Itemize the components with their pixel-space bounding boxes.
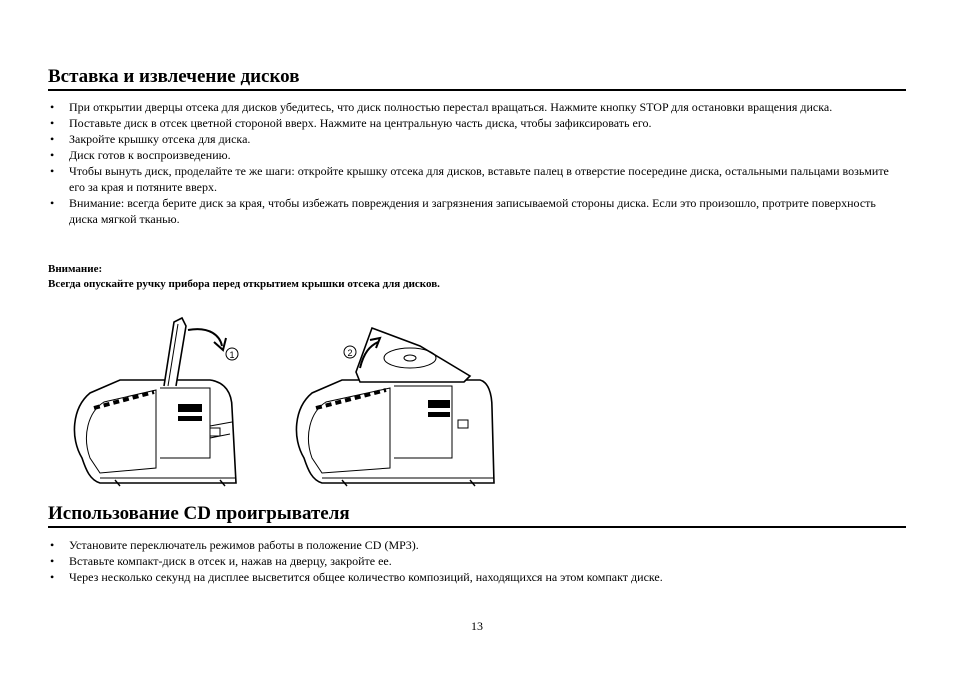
cd-player-figure-1 [74,318,238,486]
page-number: 13 [471,619,483,633]
warning-text: Всегда опускайте ручку прибора перед открытием крышки отсека для дисков. [48,278,440,290]
section-divider [48,89,906,91]
list-item: • При открытии дверцы отсека для дисков убедитесь, что диск полностью перестал вращаться. Нажмите кнопку STOP для остановки вращения диска. [48,99,906,115]
section-title-disc-insert: Вставка и извлечение дисков [48,66,300,87]
cd-player-instructions [48,537,906,585]
list-item: • Закройте крышку отсека для диска. [48,131,906,147]
list-item: • Чтобы вынуть диск, проделайте те же шаги: откройте крышку отсека для дисков, вставьте палец в отверстие посередине диска, остальными пальцами возьмите его за края и потяните вверх. [48,163,906,195]
list-item: • Диск готов к воспроизведению. [48,147,906,163]
list-item: • Установите переключатель режимов работы в положение CD (MP3). [48,537,906,553]
list-item: • Поставьте диск в отсек цветной стороной вверх. Нажмите на центральную часть диска, чтобы зафиксировать его. [48,115,906,131]
list-item: • Через несколько секунд на дисплее высветится общее количество композиций, находящихся на этом компакт диске. [48,569,906,585]
step-2-label: 2 [347,348,353,358]
section-title-cd-player: Использование CD проигрывателя [48,503,350,524]
step-1-label: 1 [229,350,235,360]
cd-player-figure-2 [296,328,494,486]
disc-insert-instructions [48,99,906,227]
section-divider [48,526,906,528]
cd-player-illustrations [60,308,530,493]
warning-heading: Внимание: [48,263,103,275]
list-item: • Внимание: всегда берите диск за края, чтобы избежать повреждения и загрязнения записываемой стороны диска. Если это произошло, протрите поверхность диска мягкой тканью. [48,195,906,227]
list-item: • Вставьте компакт-диск в отсек и, нажав на дверцу, закройте ее. [48,553,906,569]
